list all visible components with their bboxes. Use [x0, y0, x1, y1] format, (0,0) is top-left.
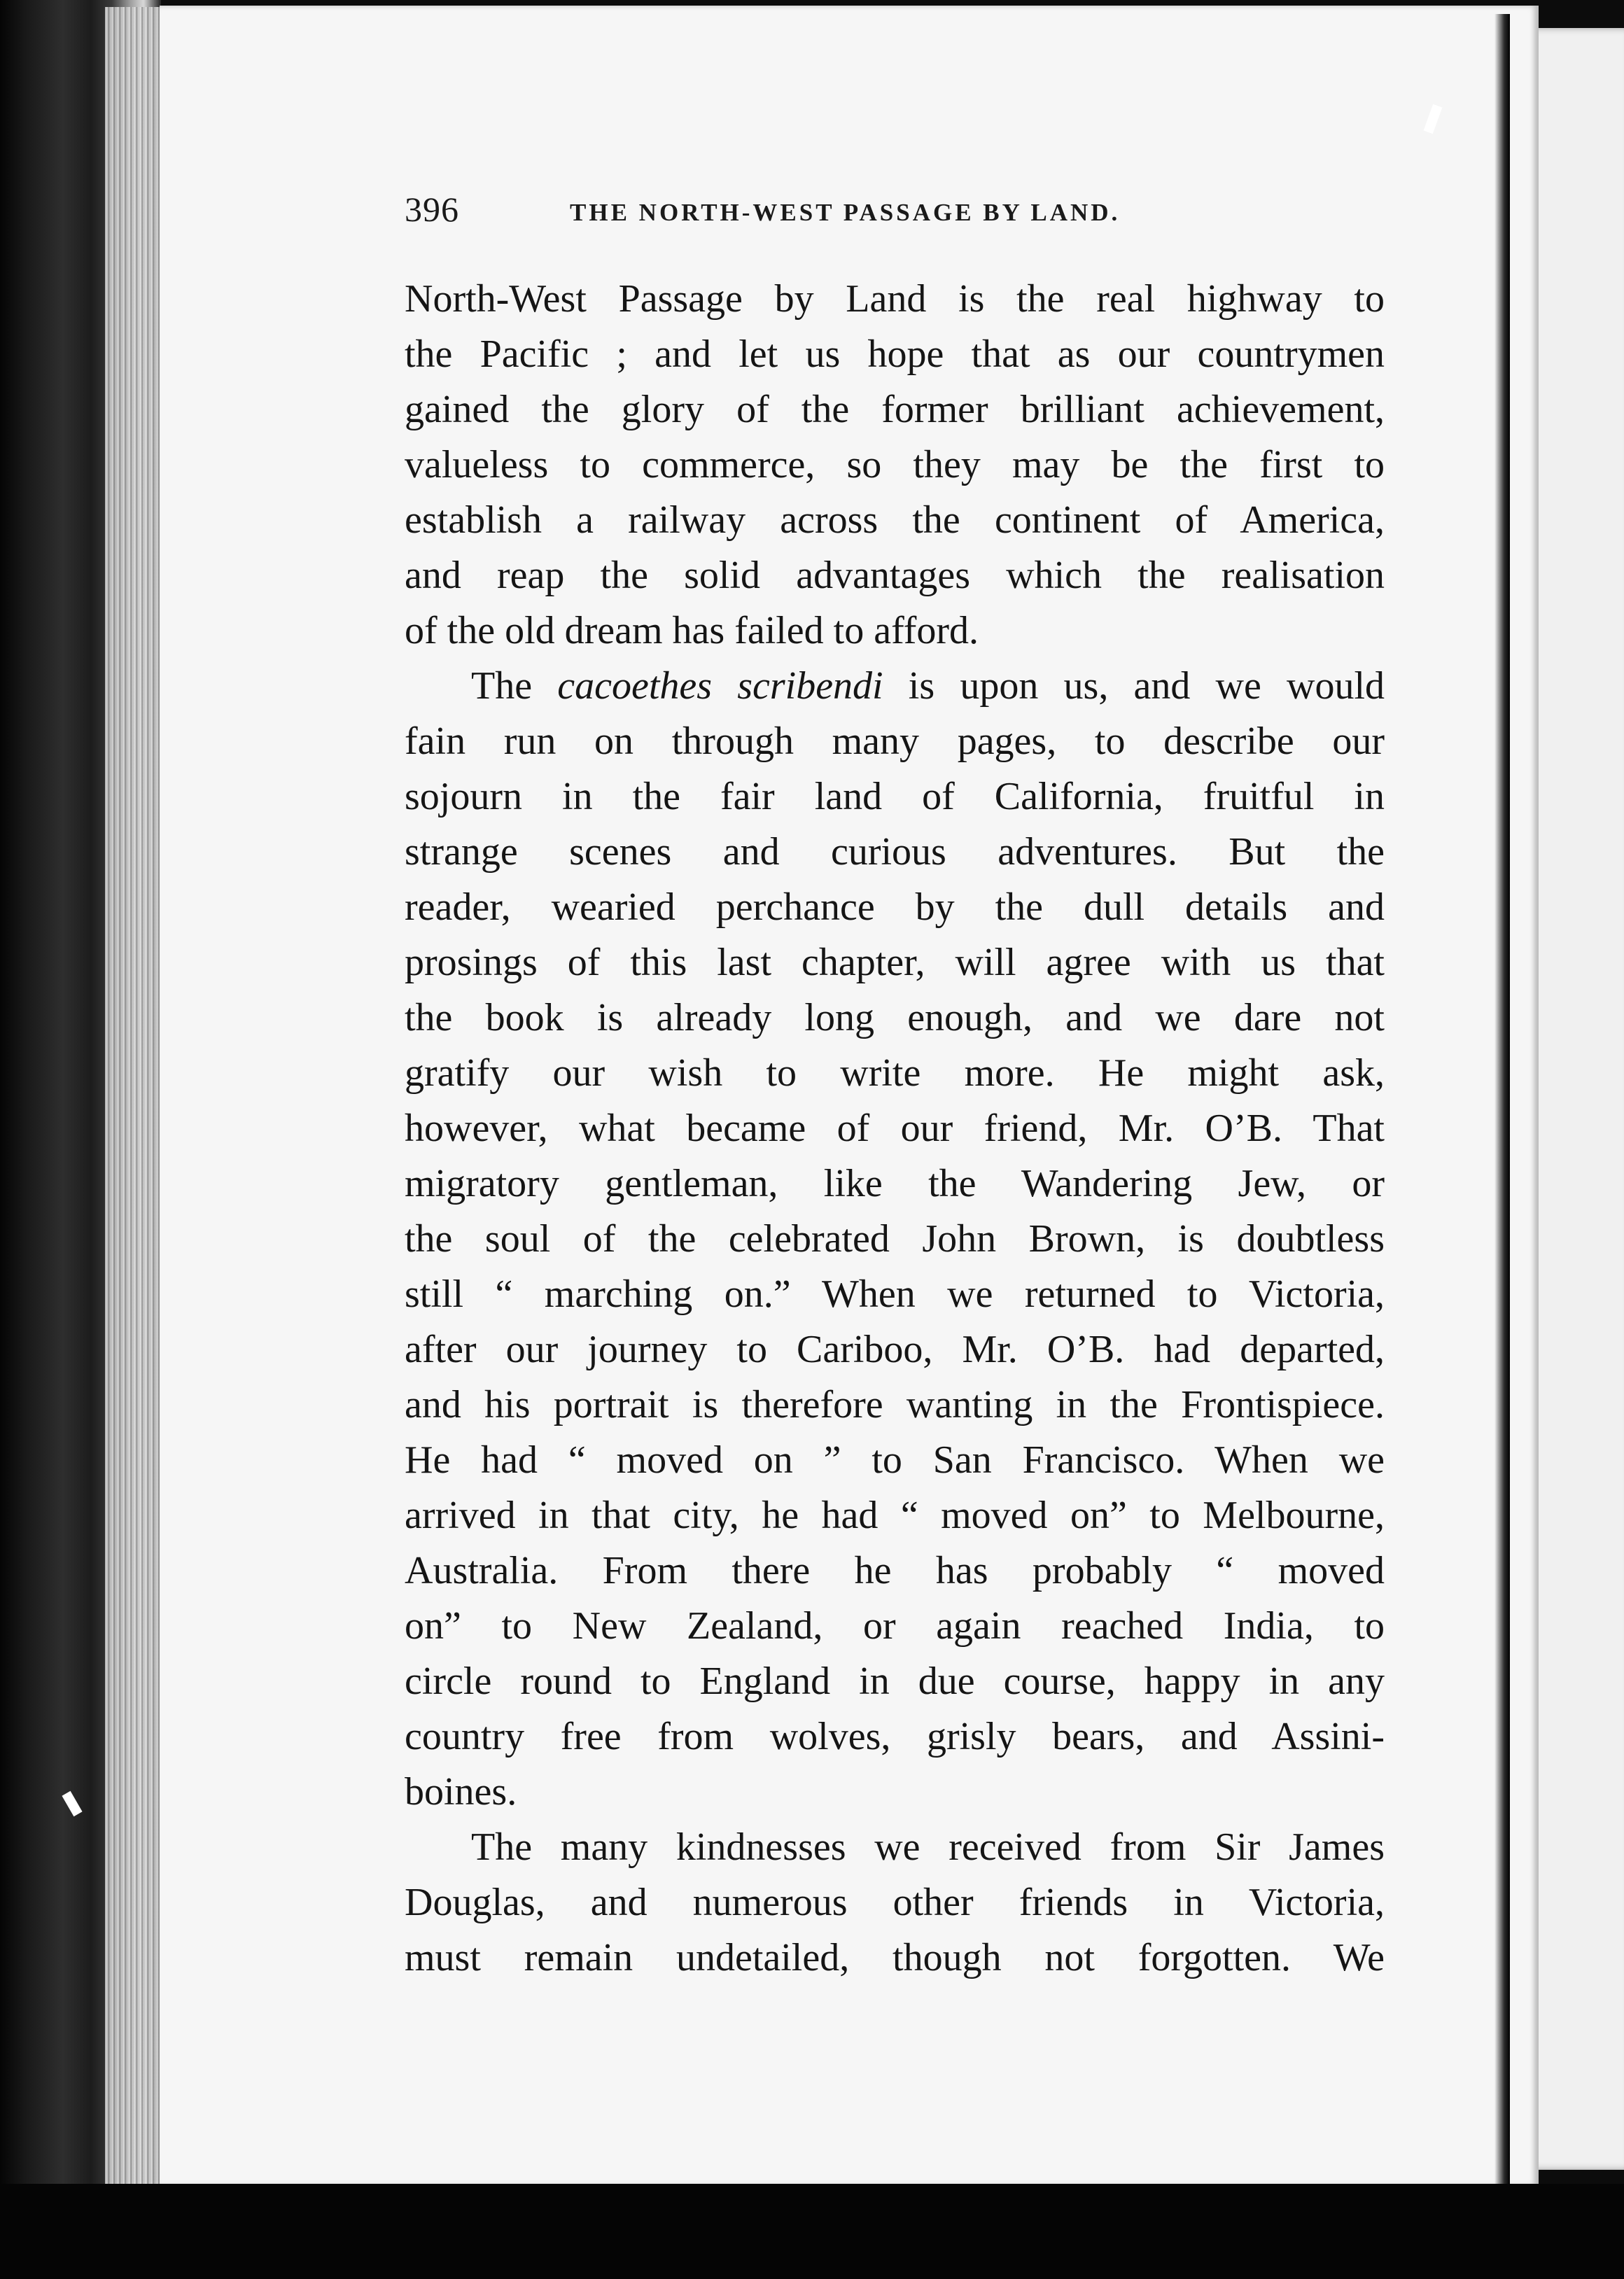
- text-line: and reap the solid advantages which the realisation: [405, 554, 1385, 597]
- text-line: [405, 659, 1385, 714]
- page-header: [405, 189, 1385, 245]
- text-fragment: The: [471, 664, 558, 708]
- page-number: 396: [405, 190, 459, 229]
- page-edge-stack: [105, 7, 168, 2191]
- text-line: establish a railway across the continent of America,: [405, 498, 1385, 542]
- text-line: circle round to England in due course, happy in any: [405, 1660, 1385, 1703]
- text-line: The many kindnesses we received from Sir James: [471, 1825, 1385, 1869]
- text-line: Australia. From there he has probably “ moved: [405, 1549, 1385, 1592]
- text-line: migratory gentleman, like the Wandering Jew, or: [405, 1162, 1385, 1205]
- text-line: boines.: [405, 1770, 517, 1814]
- text-line: gained the glory of the former brilliant achievement,: [405, 388, 1385, 431]
- text-line: reader, wearied perchance by the dull details and: [405, 885, 1385, 929]
- text-fragment: is upon us, and we would: [883, 664, 1385, 708]
- text-line: after our journey to Cariboo, Mr. O’B. had departed,: [405, 1328, 1385, 1371]
- text-line: North-West Passage by Land is the real highway to: [405, 277, 1385, 321]
- text-line: He had “ moved on ” to San Francisco. When we: [405, 1438, 1385, 1482]
- text-line: country free from wolves, grisly bears, and Assini-: [405, 1715, 1385, 1758]
- text-line: and his portrait is therefore wanting in the Frontispiece.: [405, 1383, 1385, 1426]
- page-gutter-shadow: [1494, 14, 1510, 2184]
- text-line: however, what became of our friend, Mr. O’B. That: [405, 1107, 1385, 1150]
- text-line: Douglas, and numerous other friends in Victoria,: [405, 1881, 1385, 1924]
- text-line: on” to New Zealand, or again reached India, to: [405, 1604, 1385, 1648]
- text-line: arrived in that city, he had “ moved on” to Melbourne,: [405, 1494, 1385, 1537]
- text-line: fain run on through many pages, to describe our: [405, 720, 1385, 763]
- text-line: valueless to commerce, so they may be the first to: [405, 443, 1385, 486]
- text-line: strange scenes and curious adventures. But the: [405, 830, 1385, 874]
- scan-bottom-border: [0, 2184, 1624, 2279]
- text-line: the book is already long enough, and we dare not: [405, 996, 1385, 1039]
- text-line: still “ marching on.” When we returned to Victoria,: [405, 1272, 1385, 1316]
- text-line: the Pacific ; and let us hope that as our countrymen: [405, 332, 1385, 376]
- text-line: gratify our wish to write more. He might ask,: [405, 1051, 1385, 1095]
- text-line: must remain undetailed, though not forgotten. We: [405, 1936, 1385, 1979]
- text-line: prosings of this last chapter, will agree with us that: [405, 941, 1385, 984]
- running-head: THE NORTH-WEST PASSAGE BY LAND.: [570, 199, 1121, 226]
- body-text: [405, 272, 1385, 1986]
- italic-phrase: cacoethes scribendi: [557, 664, 883, 708]
- text-line: sojourn in the fair land of California, fruitful in: [405, 775, 1385, 818]
- text-line: the soul of the celebrated John Brown, is doubtless: [405, 1217, 1385, 1261]
- text-line: of the old dream has failed to afford.: [405, 609, 979, 652]
